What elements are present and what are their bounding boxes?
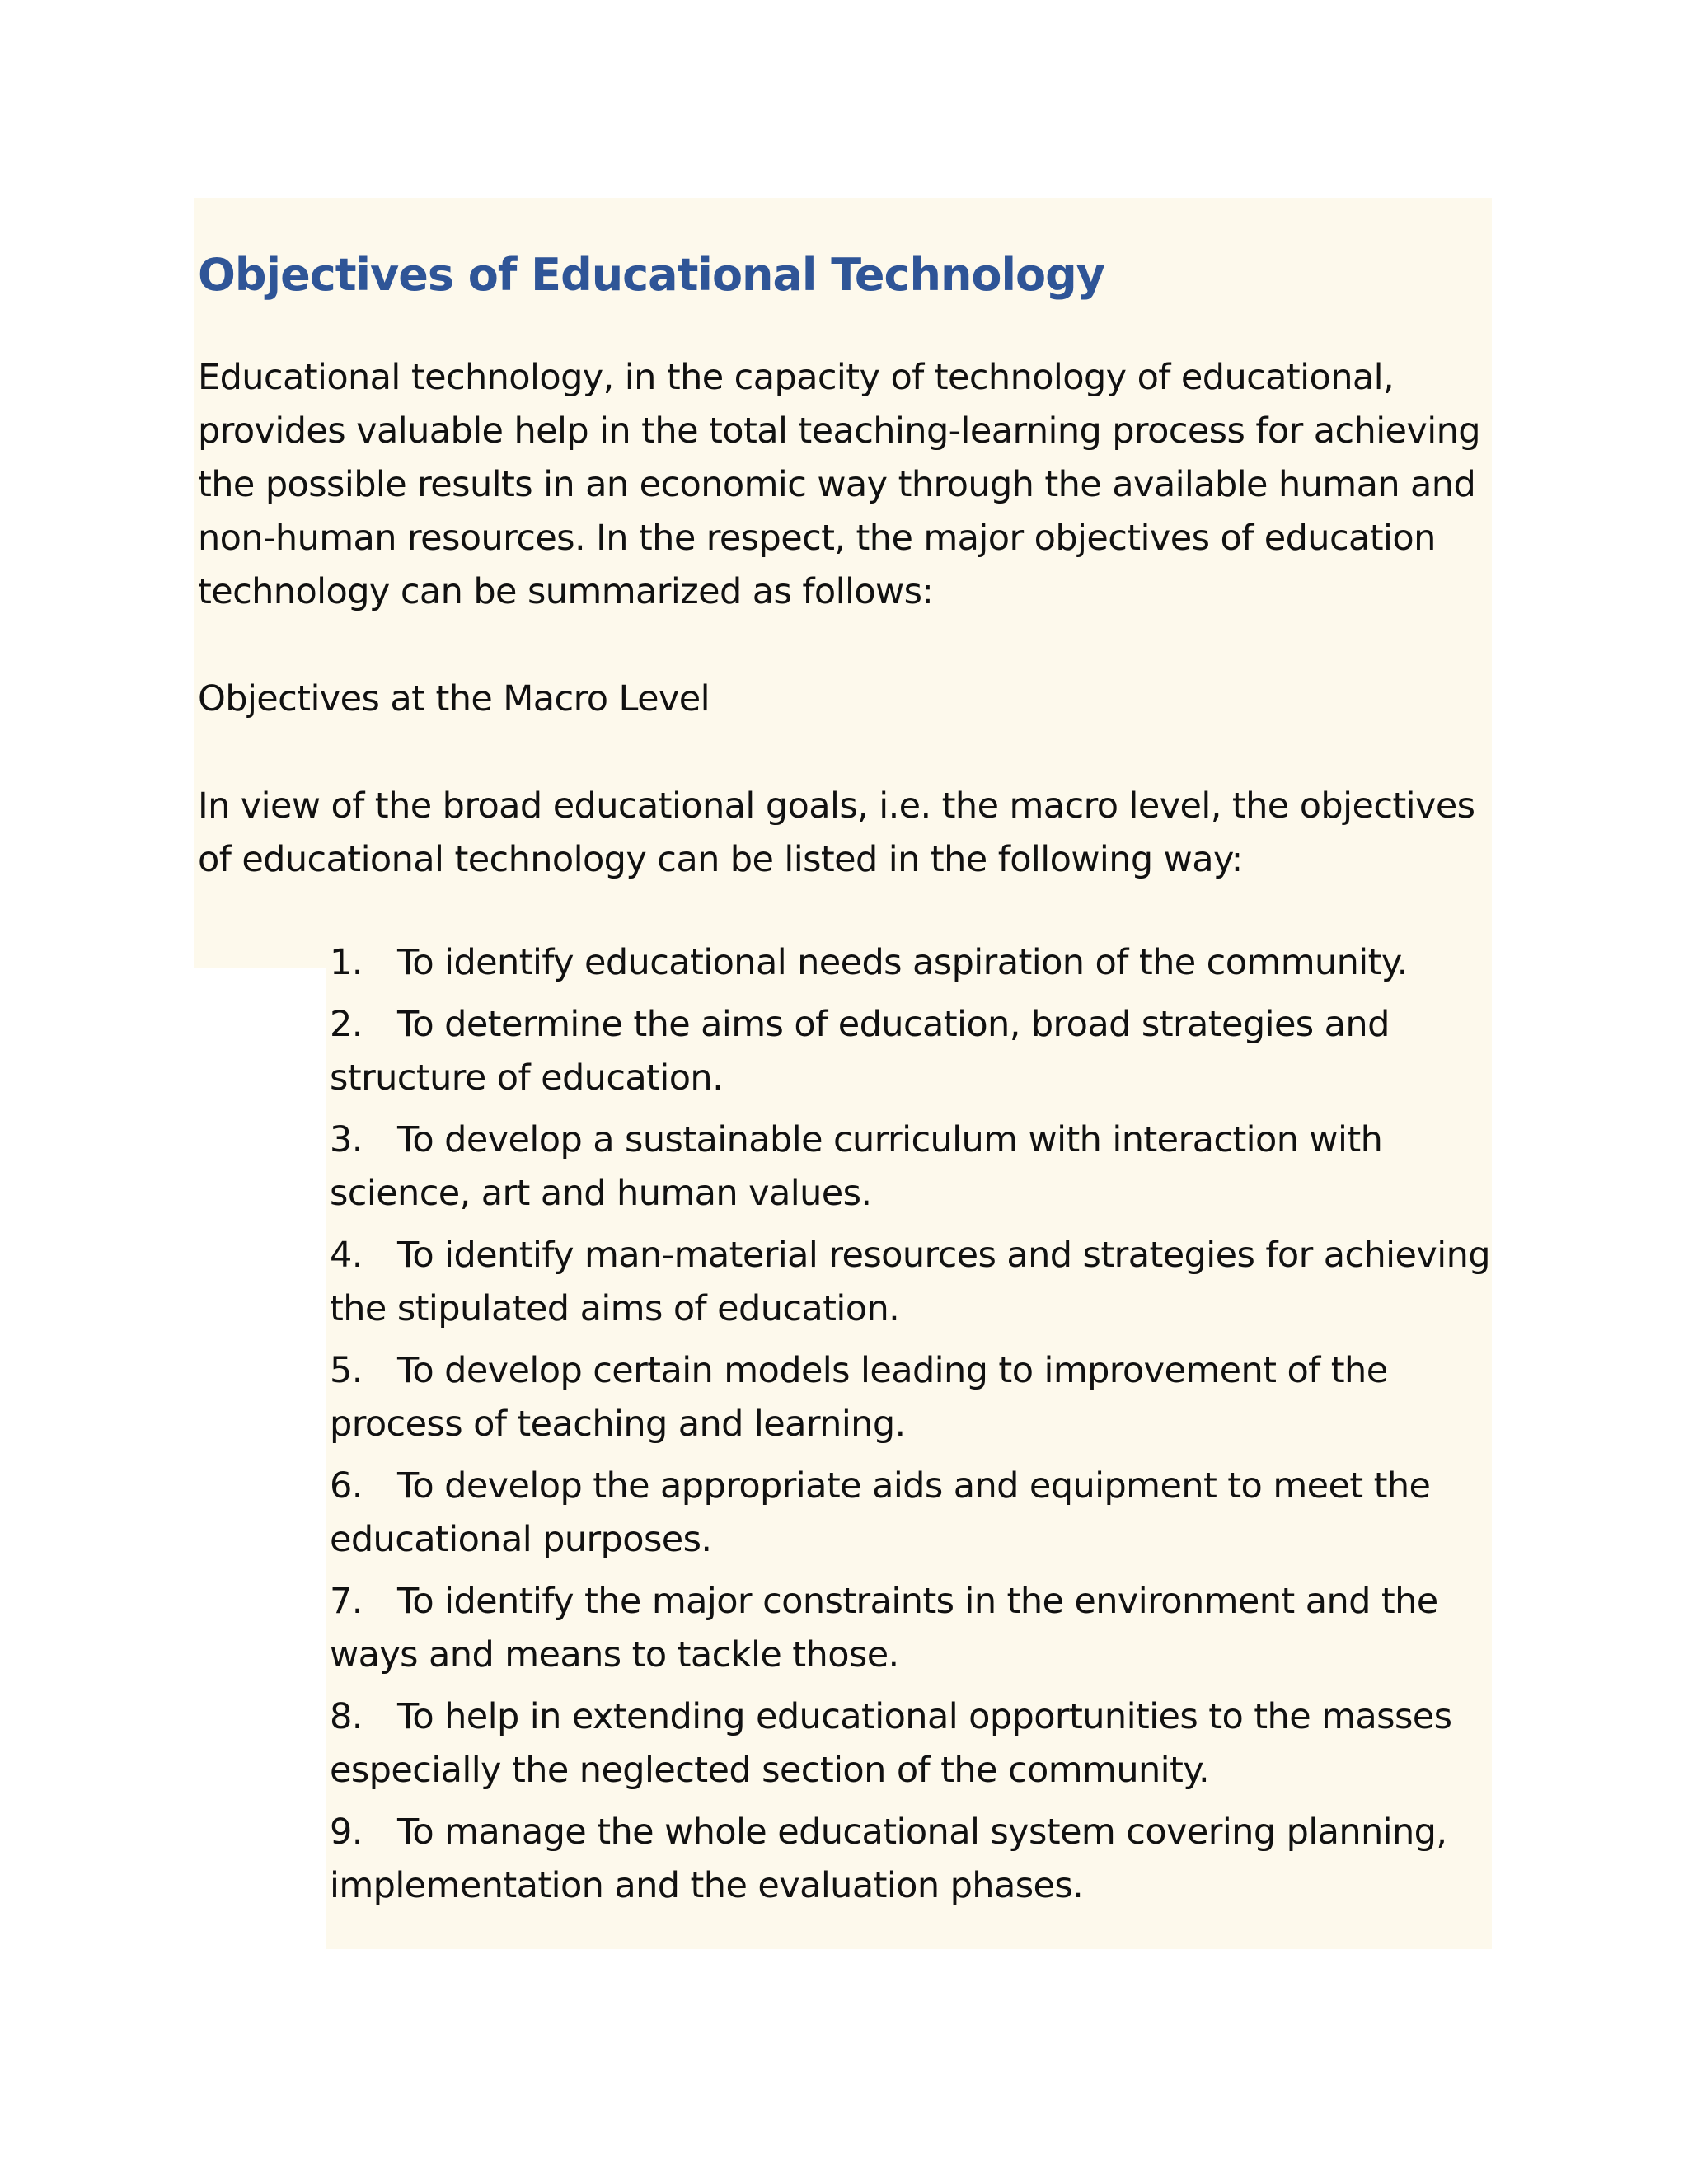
list-item-text: To identify the major constraints in the environment and the ways and means to tackle those. (330, 1580, 1438, 1675)
list-item (330, 1690, 1500, 1797)
list-item (330, 936, 1500, 990)
list-item-number: 5. (330, 1349, 363, 1391)
intro-paragraph: Educational technology, in the capacity of technology of educational, provides valuable help in the total teaching-learning process for achieving the possible results in an economic way through the available human and non-human resources. In the respect, the major objectives of education technology can be summarized as follows: (198, 356, 1480, 612)
list-item-text: To develop certain models leading to improvement of the process of teaching and learning. (330, 1349, 1388, 1445)
list-item (330, 1806, 1500, 1913)
list-item-number: 3. (330, 1118, 363, 1160)
section-subheading: Objectives at the Macro Level (198, 677, 710, 719)
list-item-text: To identify man-material resources and strategies for achieving the stipulated aims of education. (330, 1234, 1490, 1329)
page-title: Objectives of Educational Technology (198, 249, 1104, 301)
list-item-text: To determine the aims of education, broad strategies and structure of education. (330, 1003, 1390, 1099)
list-item-number: 8. (330, 1695, 363, 1737)
list-item-text: To help in extending educational opportunities to the masses especially the neglected section of the community. (330, 1695, 1452, 1791)
list-item-number: 4. (330, 1234, 363, 1276)
list-item-text: To develop the appropriate aids and equipment to meet the educational purposes. (330, 1465, 1431, 1560)
list-item-number: 6. (330, 1465, 363, 1507)
list-item-number: 2. (330, 1003, 363, 1045)
list-item-text: To identify educational needs aspiration of the community. (397, 941, 1408, 983)
list-item (330, 1460, 1500, 1567)
list-item-number: 7. (330, 1580, 363, 1622)
list-item-number: 9. (330, 1811, 363, 1853)
document-body (198, 247, 1517, 1921)
list-item-text: To develop a sustainable curriculum with interaction with science, art and human values. (330, 1118, 1383, 1214)
list-item (330, 1113, 1500, 1221)
objectives-list (198, 936, 1500, 1913)
list-item (330, 1575, 1500, 1682)
lead-paragraph: In view of the broad educational goals, i.e. the macro level, the objectives of educational technology can be listed in the following way: (198, 785, 1475, 880)
list-item (330, 998, 1500, 1105)
list-item-text: To manage the whole educational system covering planning, implementation and the evaluation phases. (330, 1811, 1447, 1906)
list-item-number: 1. (330, 941, 363, 983)
list-item (330, 1229, 1500, 1336)
list-item (330, 1344, 1500, 1451)
